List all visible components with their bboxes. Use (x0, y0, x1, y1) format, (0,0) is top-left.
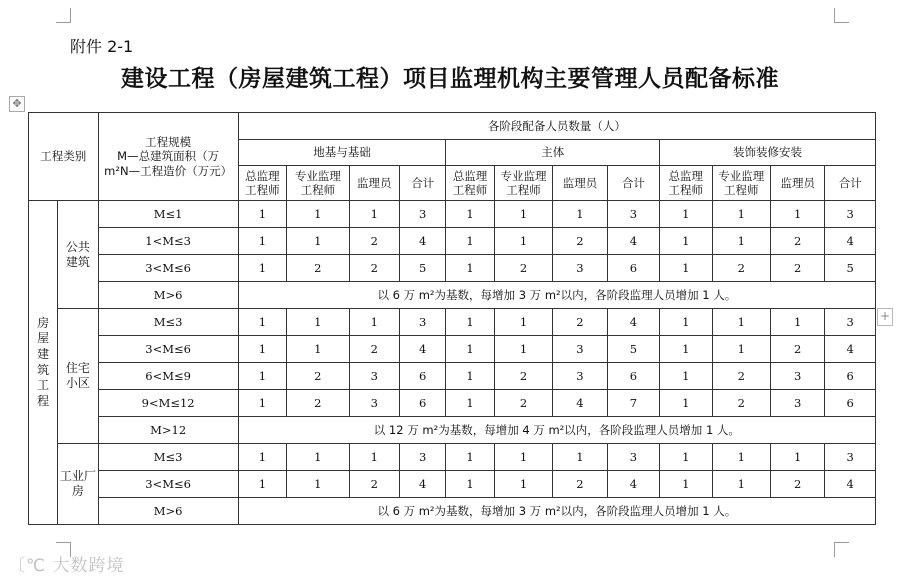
table-row (29, 390, 876, 417)
value-cell: 1 (446, 201, 494, 228)
header-stage: 装饰装修安装 (660, 140, 876, 166)
value-cell: 3 (770, 390, 824, 417)
value-cell: 7 (607, 390, 659, 417)
page-title: 建设工程（房屋建筑工程）项目监理机构主要管理人员配备标准 (121, 66, 779, 92)
value-cell: 3 (607, 201, 659, 228)
plus-icon[interactable]: + (877, 308, 893, 326)
value-cell: 2 (712, 390, 770, 417)
value-cell: 2 (770, 336, 824, 363)
table-row (29, 336, 876, 363)
table-row (29, 498, 876, 525)
value-cell: 1 (349, 309, 399, 336)
table-row (29, 228, 876, 255)
value-cell: 3 (553, 255, 607, 282)
value-cell: 4 (553, 390, 607, 417)
value-cell: 4 (825, 228, 876, 255)
value-cell: 4 (607, 228, 659, 255)
value-cell: 2 (349, 336, 399, 363)
value-cell: 3 (825, 201, 876, 228)
category-main (29, 201, 58, 525)
value-cell: 1 (349, 201, 399, 228)
value-cell: 6 (825, 363, 876, 390)
value-cell: 3 (607, 444, 659, 471)
move-icon[interactable]: ✥ (9, 96, 25, 112)
value-cell: 1 (446, 471, 494, 498)
value-cell: 1 (770, 444, 824, 471)
increment-note: 以 6 万 m²为基数，每增加 3 万 m²以内，各阶段监理人员增加 1 人。 (238, 282, 875, 309)
table-row (29, 471, 876, 498)
value-cell: 2 (287, 255, 350, 282)
value-cell: 3 (825, 444, 876, 471)
header-stage: 地基与基础 (238, 140, 446, 166)
category-main-label: 房屋建筑工程 (37, 315, 50, 408)
value-cell: 4 (400, 336, 446, 363)
value-cell: 5 (825, 255, 876, 282)
attachment-label: 附件 2-1 (70, 37, 134, 56)
value-cell: 1 (494, 228, 552, 255)
table-row (29, 309, 876, 336)
watermark: 〔℃ 大数跨境 (8, 556, 125, 576)
value-cell: 3 (400, 201, 446, 228)
value-cell: 1 (660, 309, 712, 336)
scale-cell: 6<M≤9 (98, 363, 238, 390)
value-cell: 1 (287, 336, 350, 363)
value-cell: 1 (287, 228, 350, 255)
value-cell: 1 (238, 336, 286, 363)
value-cell: 1 (287, 444, 350, 471)
value-cell: 1 (770, 309, 824, 336)
header-role: 专业监理 工程师 (712, 166, 770, 201)
value-cell: 1 (770, 201, 824, 228)
header-row-1 (29, 113, 876, 140)
value-cell: 1 (238, 471, 286, 498)
value-cell: 1 (446, 444, 494, 471)
value-cell: 1 (238, 363, 286, 390)
table-row (29, 282, 876, 309)
value-cell: 3 (400, 444, 446, 471)
value-cell: 4 (825, 471, 876, 498)
header-role: 合计 (825, 166, 876, 201)
header-role: 监理员 (349, 166, 399, 201)
value-cell: 2 (770, 228, 824, 255)
header-stage: 主体 (446, 140, 660, 166)
table-row (29, 444, 876, 471)
crop-mark-bottom-right (834, 542, 849, 557)
value-cell: 3 (349, 390, 399, 417)
value-cell: 2 (712, 363, 770, 390)
value-cell: 1 (494, 336, 552, 363)
crop-mark-top-right (834, 8, 849, 23)
value-cell: 2 (349, 255, 399, 282)
value-cell: 1 (660, 201, 712, 228)
subcategory: 工业厂 房 (58, 444, 98, 525)
table-row (29, 363, 876, 390)
scale-cell: 1<M≤3 (98, 228, 238, 255)
value-cell: 3 (770, 363, 824, 390)
header-role: 总监理 工程师 (238, 166, 286, 201)
value-cell: 1 (287, 201, 350, 228)
header-role: 合计 (400, 166, 446, 201)
scale-cell: 3<M≤6 (98, 471, 238, 498)
value-cell: 3 (349, 363, 399, 390)
value-cell: 1 (446, 255, 494, 282)
value-cell: 2 (349, 228, 399, 255)
header-staff-count: 各阶段配备人员数量（人） (238, 113, 875, 140)
table-row (29, 417, 876, 444)
crop-mark-top-left (56, 8, 71, 23)
scale-cell: 3<M≤6 (98, 255, 238, 282)
value-cell: 2 (494, 363, 552, 390)
value-cell: 4 (607, 471, 659, 498)
increment-note: 以 6 万 m²为基数，每增加 3 万 m²以内，各阶段监理人员增加 1 人。 (238, 498, 875, 525)
value-cell: 1 (238, 309, 286, 336)
staffing-table (28, 112, 876, 525)
value-cell: 1 (660, 336, 712, 363)
value-cell: 1 (349, 444, 399, 471)
header-role: 总监理 工程师 (446, 166, 494, 201)
value-cell: 2 (712, 255, 770, 282)
value-cell: 1 (553, 201, 607, 228)
value-cell: 1 (238, 228, 286, 255)
value-cell: 1 (446, 228, 494, 255)
value-cell: 4 (400, 228, 446, 255)
header-scale: 工程规模 M—总建筑面积（万 m²N—工程造价（万元） (98, 113, 238, 201)
value-cell: 1 (660, 444, 712, 471)
value-cell: 1 (446, 390, 494, 417)
subcategory: 公共 建筑 (58, 201, 98, 309)
value-cell: 6 (607, 255, 659, 282)
value-cell: 1 (660, 471, 712, 498)
scale-cell: M≤1 (98, 201, 238, 228)
header-role: 专业监理 工程师 (287, 166, 350, 201)
value-cell: 1 (238, 444, 286, 471)
header-role: 监理员 (553, 166, 607, 201)
value-cell: 1 (238, 390, 286, 417)
value-cell: 1 (712, 444, 770, 471)
increment-note: 以 12 万 m²为基数，每增加 4 万 m²以内，各阶段监理人员增加 1 人。 (238, 417, 875, 444)
value-cell: 3 (825, 309, 876, 336)
value-cell: 3 (553, 363, 607, 390)
value-cell: 1 (712, 471, 770, 498)
scale-cell: M≤3 (98, 444, 238, 471)
value-cell: 3 (400, 309, 446, 336)
value-cell: 2 (287, 363, 350, 390)
value-cell: 1 (494, 444, 552, 471)
header-role: 合计 (607, 166, 659, 201)
value-cell: 1 (660, 255, 712, 282)
value-cell: 6 (607, 363, 659, 390)
header-category: 工程类别 (29, 113, 99, 201)
value-cell: 1 (712, 309, 770, 336)
value-cell: 2 (287, 390, 350, 417)
value-cell: 1 (494, 471, 552, 498)
value-cell: 1 (238, 201, 286, 228)
value-cell: 1 (660, 228, 712, 255)
value-cell: 1 (494, 201, 552, 228)
table-row (29, 201, 876, 228)
value-cell: 1 (660, 390, 712, 417)
scale-cell: M>12 (98, 417, 238, 444)
value-cell: 2 (494, 390, 552, 417)
header-role: 总监理 工程师 (660, 166, 712, 201)
value-cell: 1 (553, 444, 607, 471)
value-cell: 6 (400, 363, 446, 390)
value-cell: 1 (712, 228, 770, 255)
value-cell: 6 (400, 390, 446, 417)
header-role: 监理员 (770, 166, 824, 201)
value-cell: 1 (446, 336, 494, 363)
value-cell: 4 (607, 309, 659, 336)
value-cell: 1 (712, 336, 770, 363)
value-cell: 1 (446, 309, 494, 336)
value-cell: 4 (400, 471, 446, 498)
value-cell: 2 (494, 255, 552, 282)
subcategory: 住宅 小区 (58, 309, 98, 444)
scale-cell: M≤3 (98, 309, 238, 336)
value-cell: 2 (553, 471, 607, 498)
value-cell: 2 (770, 255, 824, 282)
scale-cell: 9<M≤12 (98, 390, 238, 417)
value-cell: 2 (349, 471, 399, 498)
value-cell: 6 (825, 390, 876, 417)
value-cell: 5 (607, 336, 659, 363)
value-cell: 1 (287, 309, 350, 336)
header-role: 专业监理 工程师 (494, 166, 552, 201)
value-cell: 2 (553, 228, 607, 255)
value-cell: 4 (825, 336, 876, 363)
value-cell: 1 (660, 363, 712, 390)
value-cell: 1 (712, 201, 770, 228)
value-cell: 1 (446, 363, 494, 390)
value-cell: 1 (287, 471, 350, 498)
value-cell: 2 (770, 471, 824, 498)
value-cell: 2 (553, 309, 607, 336)
value-cell: 3 (553, 336, 607, 363)
scale-cell: M>6 (98, 282, 238, 309)
scale-cell: 3<M≤6 (98, 336, 238, 363)
scale-cell: M>6 (98, 498, 238, 525)
table-row (29, 255, 876, 282)
value-cell: 1 (238, 255, 286, 282)
value-cell: 1 (494, 309, 552, 336)
value-cell: 5 (400, 255, 446, 282)
